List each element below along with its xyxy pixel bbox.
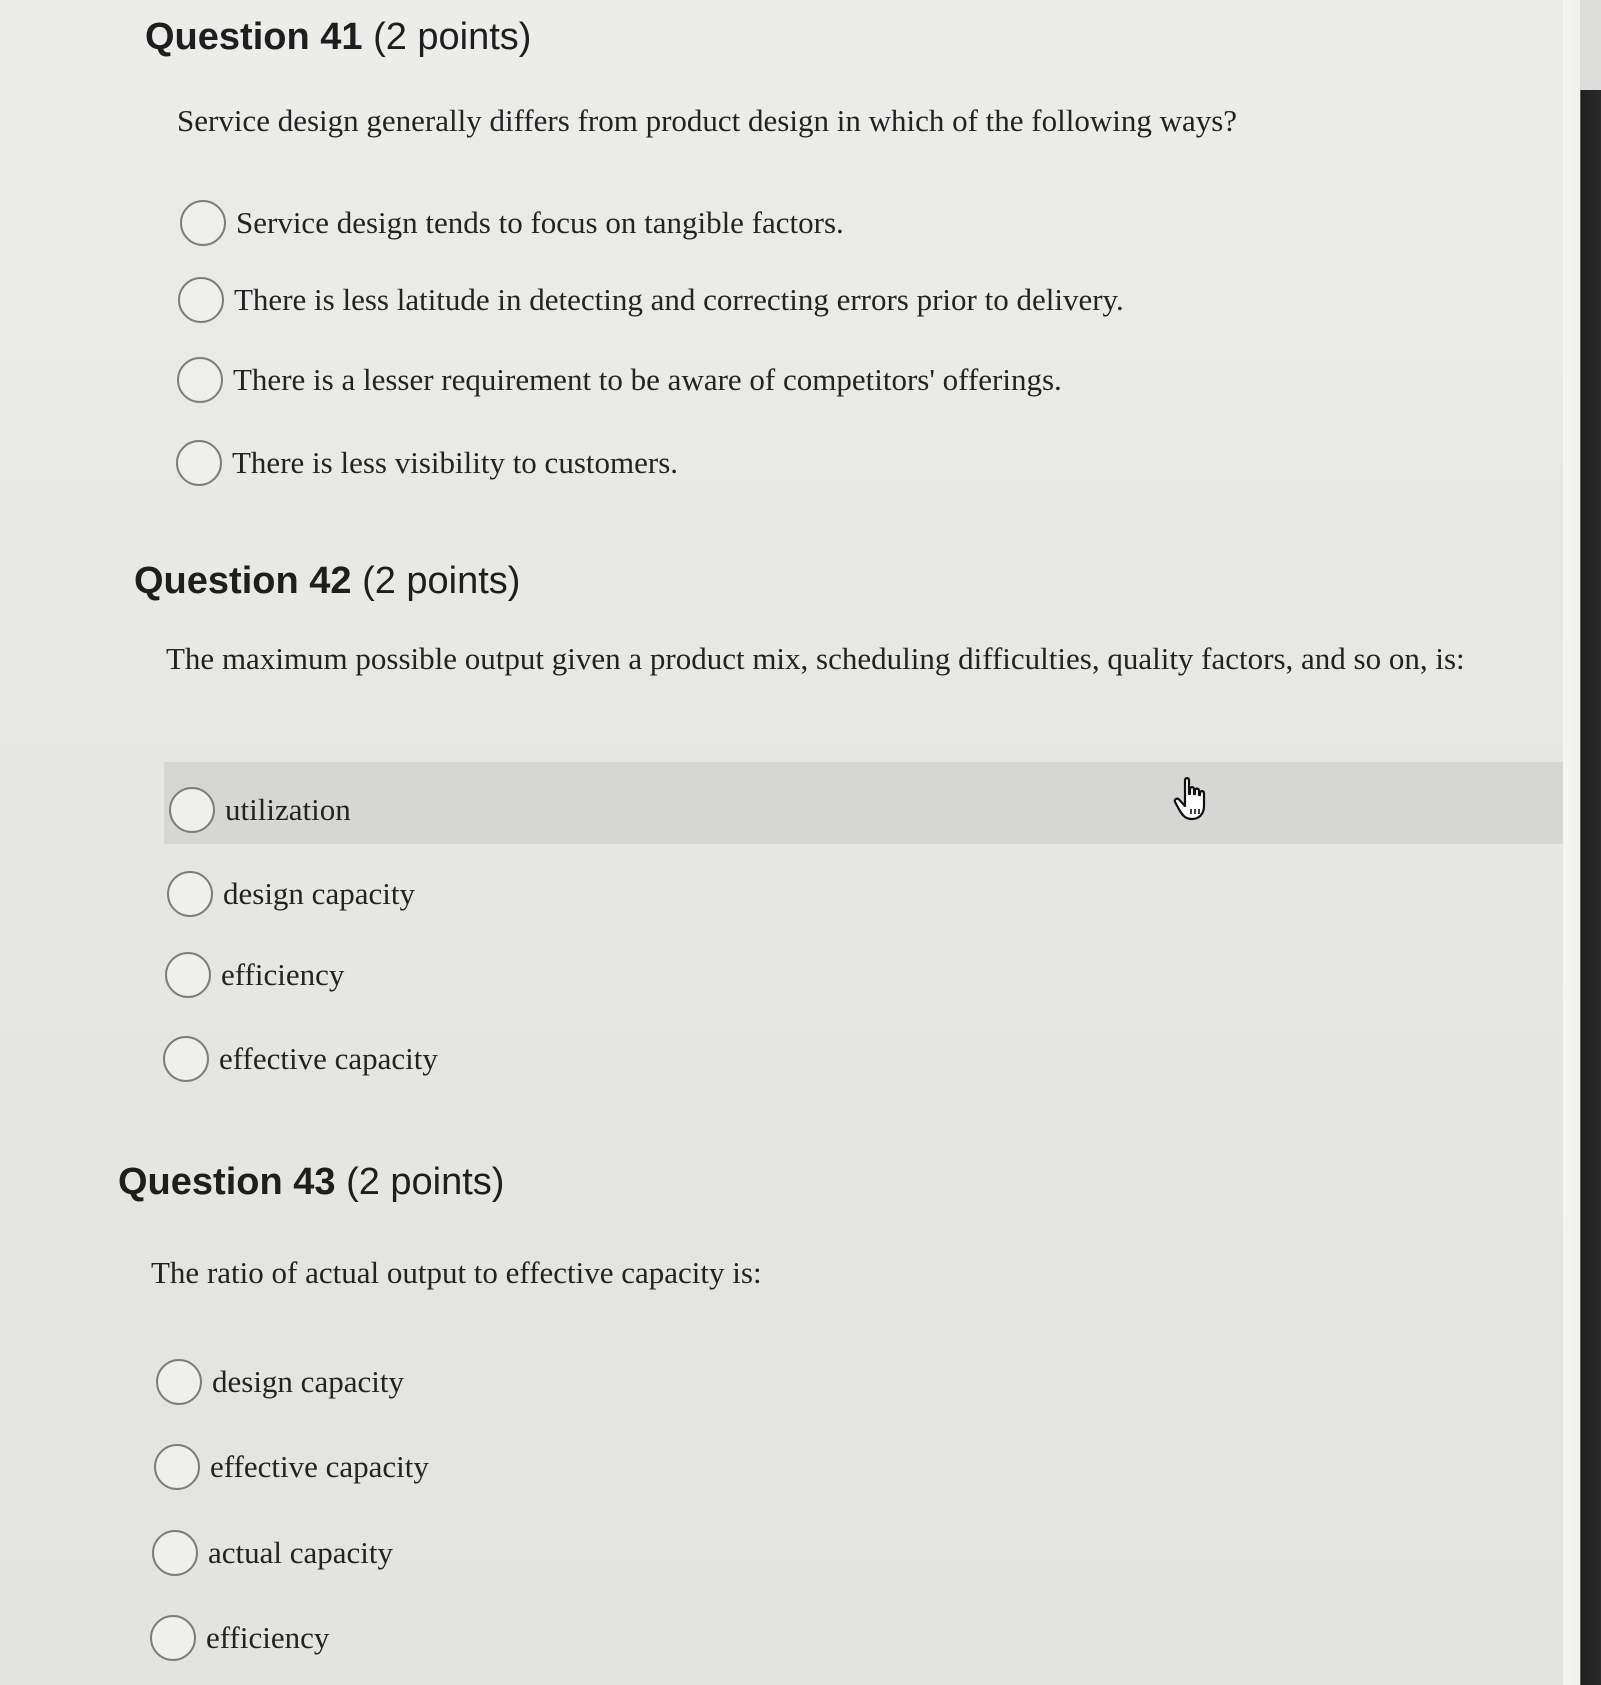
option-label: efficiency bbox=[221, 957, 345, 992]
option-label: design capacity bbox=[223, 876, 415, 911]
question-points: (2 points) bbox=[346, 1161, 505, 1203]
option-label: utilization bbox=[225, 792, 351, 827]
radio-button[interactable] bbox=[176, 440, 222, 486]
q43-option-4[interactable] bbox=[150, 1608, 329, 1668]
question-41-text: Service design generally differs from product design in which of the following ways? bbox=[177, 103, 1238, 138]
q41-option-3[interactable] bbox=[177, 350, 1062, 410]
question-points: (2 points) bbox=[373, 16, 532, 58]
radio-button[interactable] bbox=[163, 1036, 209, 1082]
q41-option-2[interactable] bbox=[178, 270, 1124, 330]
question-42-text: The maximum possible output given a product mix, scheduling difficulties, quality factors, and so on, is: bbox=[166, 641, 1465, 676]
question-41-title bbox=[145, 16, 531, 59]
bezel-top-strip bbox=[1580, 0, 1601, 90]
radio-button[interactable] bbox=[180, 200, 226, 246]
option-label: There is less visibility to customers. bbox=[232, 445, 679, 480]
option-label: design capacity bbox=[212, 1364, 404, 1399]
q41-option-4[interactable] bbox=[176, 433, 678, 493]
radio-button[interactable] bbox=[150, 1615, 196, 1661]
question-number: Question 41 bbox=[145, 16, 363, 58]
hovered-option-highlight bbox=[164, 762, 1569, 844]
q43-option-1[interactable] bbox=[156, 1352, 404, 1412]
option-label: effective capacity bbox=[219, 1041, 438, 1076]
screen-bezel bbox=[1563, 0, 1601, 1685]
question-number: Question 42 bbox=[134, 560, 352, 602]
option-label: There is a lesser requirement to be aware of competitors' offerings. bbox=[233, 362, 1062, 397]
q42-option-2[interactable] bbox=[167, 864, 415, 924]
q42-option-3[interactable] bbox=[165, 945, 344, 1005]
option-label: effective capacity bbox=[210, 1449, 429, 1484]
hand-pointer-icon bbox=[1172, 776, 1214, 822]
q41-option-1[interactable] bbox=[180, 193, 844, 253]
option-label: There is less latitude in detecting and correcting errors prior to delivery. bbox=[234, 282, 1124, 317]
q42-option-4[interactable] bbox=[163, 1029, 438, 1089]
option-label: Service design tends to focus on tangible factors. bbox=[236, 205, 844, 240]
radio-button[interactable] bbox=[154, 1444, 200, 1490]
radio-button[interactable] bbox=[177, 357, 223, 403]
question-number: Question 43 bbox=[118, 1161, 336, 1203]
q42-option-1[interactable] bbox=[169, 780, 351, 840]
radio-button[interactable] bbox=[165, 952, 211, 998]
question-points: (2 points) bbox=[362, 560, 521, 602]
radio-button[interactable] bbox=[156, 1359, 202, 1405]
radio-button[interactable] bbox=[152, 1530, 198, 1576]
radio-button[interactable] bbox=[178, 277, 224, 323]
radio-button[interactable] bbox=[169, 787, 215, 833]
question-43-title bbox=[118, 1161, 504, 1204]
q43-option-3[interactable] bbox=[152, 1523, 393, 1583]
option-label: actual capacity bbox=[208, 1535, 394, 1570]
q43-option-2[interactable] bbox=[154, 1437, 429, 1497]
question-43-text: The ratio of actual output to effective capacity is: bbox=[151, 1255, 762, 1290]
radio-button[interactable] bbox=[167, 871, 213, 917]
question-42-title bbox=[134, 560, 520, 603]
option-label: efficiency bbox=[206, 1620, 330, 1655]
